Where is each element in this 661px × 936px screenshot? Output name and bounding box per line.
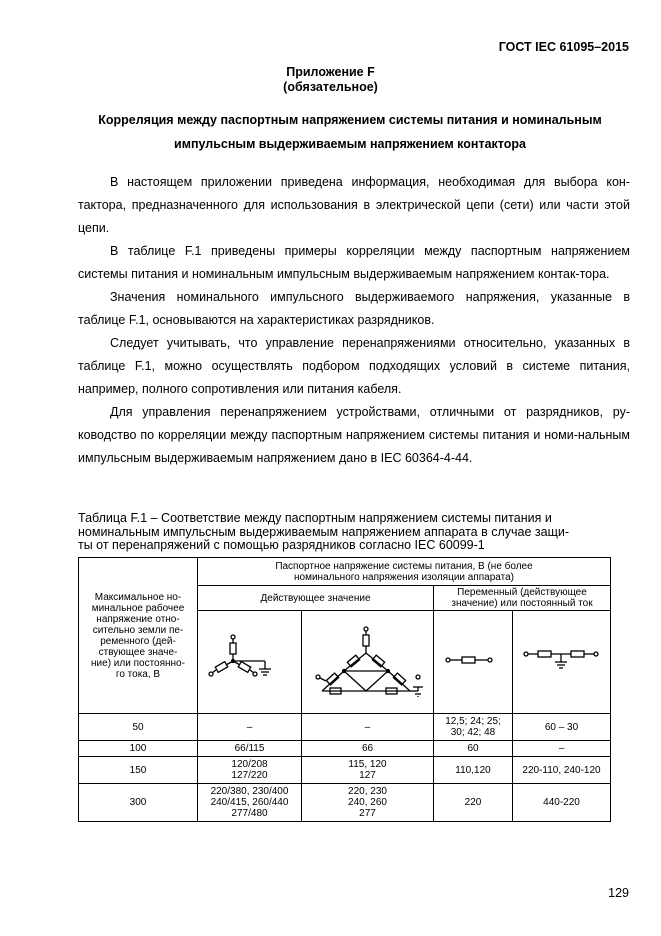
circuit-cell-single-phase — [434, 611, 513, 714]
standard-number: ГОСТ IEC 61095–2015 — [498, 40, 629, 54]
table-caption-line2: номинальным импульсным выдерживаемым напряжением аппарата в случае защи- — [78, 524, 570, 539]
value-cell: – — [302, 714, 434, 741]
table-row — [79, 784, 611, 822]
sub-header-ac-dc: Переменный (действующее значение) или постоянный ток — [434, 586, 611, 611]
section-title — [70, 108, 630, 156]
value-cell: 220-110, 240-120 — [513, 757, 611, 784]
paragraph-3: Значения номинального импульсного выдерживаемого напряжения, указанные в таблице F.1, основываются на характеристиках разрядников. — [78, 290, 630, 327]
table-caption — [78, 512, 630, 553]
value-cell: 115, 120 127 — [302, 757, 434, 784]
paragraph-1: В настоящем приложении приведена информация, необходимая для выбора кон-тактора, предназначенного для использования в электрической цепи (сети) или части этой цепи. — [78, 175, 630, 235]
paragraph-5: Для управления перенапряжением устройствами, отличными от разрядников, ру-ководство по корреляции между паспортным напряжением системы питания и номи-нальным импульсным выдерживаемым напряжением дано в IEC 60364-4-44. — [78, 405, 630, 465]
circuit-cell-center-tapped — [513, 611, 611, 714]
group-header: Паспортное напряжение системы питания, В (не более номинального напряжения изоляции аппарата) — [198, 558, 611, 586]
voltage-correlation-table — [78, 557, 611, 822]
star-circuit-icon — [207, 631, 293, 691]
table-row — [79, 714, 611, 741]
value-cell: 60 – 30 — [513, 714, 611, 741]
section-title-line2: импульсным выдерживаемым напряжением контактора — [174, 137, 526, 151]
delta-circuit-icon — [306, 625, 430, 697]
value-cell: 220/380, 230/400 240/415, 260/440 277/480 — [198, 784, 302, 822]
body-text — [78, 171, 630, 470]
single-phase-circuit-icon — [442, 646, 504, 676]
value-cell: – — [198, 714, 302, 741]
value-cell: 120/208 127/220 — [198, 757, 302, 784]
value-cell: 220 — [434, 784, 513, 822]
value-cell: 60 — [434, 741, 513, 757]
value-cell: 110,120 — [434, 757, 513, 784]
center-tapped-circuit-icon — [522, 646, 602, 676]
paragraph-2: В таблице F.1 приведены примеры корреляции между паспортным напряжением системы питания и номинальным импульсным выдерживаемым напряжением контак-тора. — [78, 244, 630, 281]
circuit-cell-delta — [302, 611, 434, 714]
table-row — [79, 741, 611, 757]
voltage-cell: 100 — [79, 741, 198, 757]
voltage-cell: 50 — [79, 714, 198, 741]
voltage-cell: 300 — [79, 784, 198, 822]
value-cell: – — [513, 741, 611, 757]
table-caption-line3: ты от перенапряжений с помощью разрядников согласно IEC 60099-1 — [78, 538, 485, 552]
annex-status: (обязательное) — [283, 80, 378, 94]
table-caption-line1: Таблица F.1 – Соответствие между паспортным напряжением системы питания и — [78, 511, 552, 525]
annex-title: Приложение F — [286, 65, 375, 79]
page-number: 129 — [608, 886, 629, 900]
value-cell: 66/115 — [198, 741, 302, 757]
value-cell: 440-220 — [513, 784, 611, 822]
value-cell: 12,5; 24; 25; 30; 42; 48 — [434, 714, 513, 741]
sub-header-rms: Действующее значение — [198, 586, 434, 611]
circuit-cell-star — [198, 611, 302, 714]
voltage-cell: 150 — [79, 757, 198, 784]
table-row — [79, 757, 611, 784]
section-title-line1: Корреляция между паспортным напряжением системы питания и номинальным — [98, 113, 602, 127]
row-header: Максимальное но- минальное рабочее напряжение отно- сительно земли пе- ременного (дей- ствующее значе- ние) или постоянно- го тока, В — [79, 558, 198, 714]
value-cell: 66 — [302, 741, 434, 757]
value-cell: 220, 230 240, 260 277 — [302, 784, 434, 822]
paragraph-4: Следует учитывать, что управление перенапряжениями относительно, указанных в таблице F.1, можно осуществлять подбором подходящих условий в системе питания, например, полного сопротивления или питания кабеля. — [78, 336, 630, 396]
